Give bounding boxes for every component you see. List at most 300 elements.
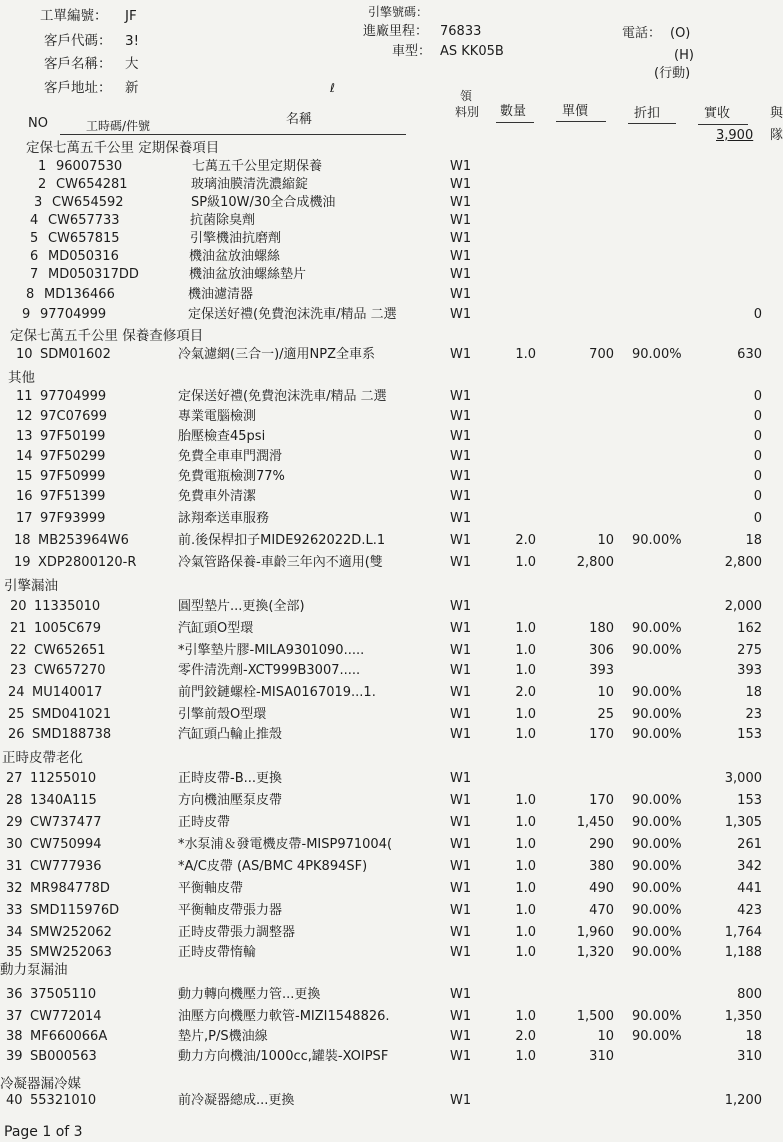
row-qty: 1.0 [515,663,536,678]
row-discount: 90.00% [632,925,682,940]
row-name: 前.後保桿扣子MIDE9262022D.L.1 [178,533,386,548]
row-code: SMW252062 [30,925,112,940]
row-code: 1005C679 [34,621,101,636]
row-name: 機油盆放油螺絲墊片 [189,267,307,282]
row-name: 冷氣管路保養-車齡三年內不適用(雙 [178,555,383,570]
row-code: XDP2800120-R [38,555,137,570]
row-no: 32 [6,881,23,896]
row-discount: 90.00% [632,707,682,722]
row-no: 3 [34,195,43,210]
table-row [0,1048,780,1068]
row-name: 墊片,P/S機油線 [178,1029,268,1044]
row-unit-price: 25 [597,707,614,722]
table-row [0,1092,780,1112]
row-no: 34 [6,925,23,940]
row-qty: 2.0 [515,533,536,548]
row-code: CW772014 [30,1009,102,1024]
row-code: CW737477 [30,815,102,830]
row-category: W1 [450,533,472,548]
row-category: W1 [450,837,472,852]
row-unit-price: 10 [597,1029,614,1044]
row-code: MB253964W6 [38,533,129,548]
row-no: 10 [16,347,33,362]
row-no: 24 [8,685,25,700]
row-discount: 90.00% [632,727,682,742]
table-row [0,1028,780,1048]
row-no: 39 [6,1049,23,1064]
row-unit-price: 1,320 [576,945,614,960]
row-qty: 1.0 [515,727,536,742]
row-qty: 1.0 [515,643,536,658]
row-no: 29 [6,815,23,830]
row-qty: 1.0 [515,793,536,808]
row-category: W1 [450,307,472,322]
row-no: 37 [6,1009,23,1024]
row-unit-price: 490 [589,881,614,896]
row-category: W1 [450,555,472,570]
row-code: CW657815 [48,231,120,246]
row-name: 正時皮帶-B...更換 [178,771,283,786]
row-discount: 90.00% [632,533,682,548]
row-no: 19 [14,555,31,570]
row-qty: 1.0 [515,555,536,570]
row-code: 97F50299 [40,449,106,464]
row-category: W1 [450,511,472,526]
row-code: 97F50199 [40,429,106,444]
col-discount: 折扣 [634,106,661,121]
section-title: 冷凝器漏冷媒 [0,1076,81,1092]
row-qty: 2.0 [515,1029,536,1044]
table-row [0,902,780,922]
table-row [0,428,780,448]
row-no: 2 [38,177,47,192]
section-title: 定保七萬五千公里 保養查修項目 [10,328,204,344]
customer-address-label: 客戶地址： [44,80,112,96]
row-amount: 1,350 [724,1009,762,1024]
row-code: 97F50999 [40,469,106,484]
row-category: W1 [450,859,472,874]
row-category: W1 [450,389,472,404]
row-amount: 0 [753,449,762,464]
table-row [0,726,780,746]
row-qty: 1.0 [515,837,536,852]
row-no: 1 [38,159,47,174]
row-category: W1 [450,599,472,614]
row-unit-price: 1,450 [576,815,614,830]
row-name: 機油濾清器 [188,287,254,302]
row-no: 23 [10,663,27,678]
table-row [0,306,780,326]
row-code: CW750994 [30,837,102,852]
row-name: 抗菌除臭劑 [190,213,256,228]
row-amount: 18 [745,1029,762,1044]
table-row [0,814,780,834]
row-no: 14 [16,449,33,464]
row-code: SMD188738 [32,727,112,742]
row-amount: 0 [753,469,762,484]
customer-code-label: 客戶代碼： [44,33,112,49]
row-discount: 90.00% [632,621,682,636]
row-discount: 90.00% [632,881,682,896]
row-code: 55321010 [30,1093,97,1108]
row-no: 31 [6,859,23,874]
row-amount: 18 [745,685,762,700]
row-name: 汽缸頭O型環 [178,621,254,636]
row-amount: 2,800 [724,555,762,570]
row-unit-price: 310 [589,1049,614,1064]
row-amount: 0 [753,307,762,322]
row-category: W1 [450,707,472,722]
row-discount: 90.00% [632,347,682,362]
row-category: W1 [450,429,472,444]
row-category: W1 [450,771,472,786]
row-name: 正時皮帶張力調整器 [178,925,296,940]
page-indicator: Page 1 of 3 [4,1124,83,1140]
row-category: W1 [450,815,472,830]
row-no: 26 [8,727,25,742]
section-title: 正時皮帶老化 [2,750,83,766]
row-name: 引擎機油抗磨劑 [190,231,282,246]
customer-address-value: 新 [125,80,139,96]
row-no: 22 [10,643,27,658]
row-no: 13 [16,429,33,444]
row-amount: 423 [737,903,762,918]
col-amount: 實收 [704,106,731,121]
row-name: 前門鉸鏈螺栓-MISA0167019...1. [178,685,376,700]
row-amount: 1,764 [724,925,762,940]
row-code: MR984778D [30,881,110,896]
table-row [0,598,780,618]
row-category: W1 [450,159,472,174]
mileage-value: 76833 [440,24,482,39]
row-category: W1 [450,1093,472,1108]
row-unit-price: 380 [589,859,614,874]
table-row [0,448,780,468]
row-qty: 1.0 [515,945,536,960]
row-category: W1 [450,231,472,246]
row-amount: 162 [737,621,762,636]
table-row [0,662,780,682]
col-name: 名稱 [286,112,313,127]
work-order-value: JF [125,8,137,24]
table-row [0,986,780,1006]
row-qty: 1.0 [515,815,536,830]
model-label: 車型： [392,44,432,59]
table-row [0,230,780,250]
row-name: 免費車外清潔 [178,489,257,504]
row-unit-price: 470 [589,903,614,918]
table-row [0,642,780,662]
row-category: W1 [450,249,472,264]
row-category: W1 [450,267,472,282]
row-category: W1 [450,945,472,960]
row-amount: 310 [737,1049,762,1064]
row-unit-price: 1,960 [576,925,614,940]
discount-underline [628,123,676,124]
row-code: CW657270 [34,663,106,678]
row-code: 97704999 [40,389,107,404]
row-no: 40 [6,1093,23,1108]
row-discount: 90.00% [632,1009,682,1024]
row-amount: 0 [753,511,762,526]
row-discount: 90.00% [632,643,682,658]
row-unit-price: 10 [597,685,614,700]
row-qty: 1.0 [515,621,536,636]
row-name: 零件清洗劑-XCT999B3007..... [178,663,361,678]
row-category: W1 [450,177,472,192]
row-amount: 3,000 [724,771,762,786]
row-qty: 1.0 [515,925,536,940]
row-no: 18 [14,533,31,548]
row-name: 機油盆放油螺絲 [189,249,281,264]
row-name: 專業電腦檢測 [178,409,257,424]
row-no: 21 [10,621,27,636]
phone-label: 電話： [622,26,662,41]
row-no: 6 [30,249,39,264]
customer-name-label: 客戶名稱： [44,56,112,72]
row-code: MD050317DD [48,267,139,282]
row-category: W1 [450,685,472,700]
engine-no-label: 引擎號碼： [368,5,429,19]
table-row [0,286,780,306]
row-code: MD050316 [48,249,119,264]
row-code: 11335010 [34,599,101,614]
row-code: CW654592 [52,195,124,210]
row-no: 17 [16,511,33,526]
col-code: 工時碼/件號 [86,119,151,133]
row-no: 15 [16,469,33,484]
row-unit-price: 180 [589,621,614,636]
row-category: W1 [450,347,472,362]
row-code: 97C07699 [40,409,107,424]
row-code: 37505110 [30,987,97,1002]
row-category: W1 [450,621,472,636]
row-no: 9 [22,307,31,322]
row-code: SMW252063 [30,945,112,960]
first-section-extra: 隊 [770,128,783,143]
row-code: CW777936 [30,859,102,874]
table-row [0,266,780,286]
table-row [0,880,780,900]
row-name: 免費電瓶檢測77% [178,469,285,484]
header-underline [60,134,406,135]
row-code: 11255010 [30,771,97,786]
row-code: MF660066A [30,1029,108,1044]
section-title: 動力泵漏油 [0,962,68,978]
row-category: W1 [450,727,472,742]
row-category: W1 [450,449,472,464]
col-unit-price: 單價 [562,104,589,119]
table-row [0,836,780,856]
row-qty: 1.0 [515,859,536,874]
row-name: 前冷凝器總成...更換 [178,1093,295,1108]
row-no: 27 [6,771,23,786]
table-row [0,176,780,196]
row-code: CW654281 [56,177,128,192]
row-name: 免費全車車門潤滑 [178,449,283,464]
row-name: 平衡軸皮帶 [178,881,244,896]
row-discount: 90.00% [632,685,682,700]
row-name: 動力轉向機壓力管...更換 [178,987,321,1002]
row-qty: 1.0 [515,1049,536,1064]
row-unit-price: 393 [589,663,614,678]
row-no: 16 [16,489,33,504]
row-amount: 153 [737,793,762,808]
row-unit-price: 700 [589,347,614,362]
amount-underline [698,124,748,125]
row-no: 35 [6,945,23,960]
row-category: W1 [450,643,472,658]
table-row [0,684,780,704]
row-amount: 0 [753,429,762,444]
row-unit-price: 2,800 [576,555,614,570]
mileage-label: 進廠里程： [363,24,429,39]
row-category: W1 [450,1009,472,1024]
row-no: 28 [6,793,23,808]
row-qty: 1.0 [515,881,536,896]
row-name: 方向機油壓泵皮帶 [178,793,283,808]
row-no: 36 [6,987,23,1002]
row-name: 定保送好禮(免費泡沫洗車/精品 二選 [188,307,397,322]
row-amount: 0 [753,389,762,404]
row-category: W1 [450,903,472,918]
row-name: 引擎前殼O型環 [178,707,267,722]
table-row [0,488,780,508]
row-name: 正時皮帶 [178,815,231,830]
row-category: W1 [450,195,472,210]
table-row [0,706,780,726]
row-no: 4 [30,213,39,228]
row-unit-price: 10 [597,533,614,548]
row-code: 96007530 [56,159,123,174]
phone-mobile: (行動) [654,66,691,81]
row-name: *水泵浦＆發電機皮帶-MISP971004( [178,837,393,852]
row-amount: 275 [737,643,762,658]
row-no: 12 [16,409,33,424]
row-no: 11 [16,389,33,404]
col-category: 料別 [455,105,480,119]
row-no: 38 [6,1029,23,1044]
row-amount: 2,000 [724,599,762,614]
row-amount: 153 [737,727,762,742]
row-category: W1 [450,1029,472,1044]
row-qty: 1.0 [515,1009,536,1024]
customer-name-value: 大 [125,56,139,72]
row-unit-price: 170 [589,793,614,808]
row-name: 定保送好禮(免費泡沫洗車/精品 二選 [178,389,387,404]
row-discount: 90.00% [632,859,682,874]
row-category: W1 [450,1049,472,1064]
row-name: 七萬五千公里定期保養 [192,159,323,174]
row-name: 玻璃油膜清洗濃縮錠 [191,177,309,192]
row-code: SMD041021 [32,707,112,722]
row-category: W1 [450,987,472,1002]
row-discount: 90.00% [632,793,682,808]
row-name: 油壓方向機壓力軟管-MIZI1548826. [178,1009,390,1024]
row-code: MU140017 [32,685,103,700]
table-row [0,388,780,408]
row-category: W1 [450,881,472,896]
row-code: CW652651 [34,643,106,658]
row-amount: 0 [753,489,762,504]
col-category-line1: 領 [460,89,473,103]
row-unit-price: 306 [589,643,614,658]
row-code: SDM01602 [40,347,111,362]
table-row [0,248,780,268]
row-unit-price: 1,500 [576,1009,614,1024]
row-code: 1340A115 [30,793,97,808]
row-code: SMD115976D [30,903,120,918]
section-title: 定保七萬五千公里 定期保養項目 [26,140,220,156]
row-category: W1 [450,793,472,808]
row-no: 7 [30,267,39,282]
row-amount: 1,305 [724,815,762,830]
row-amount: 630 [737,347,762,362]
row-no: 33 [6,903,23,918]
section-title: 引擎漏油 [4,578,58,594]
row-amount: 261 [737,837,762,852]
table-row [0,212,780,232]
first-section-total: 3,900 [716,128,754,143]
row-amount: 393 [737,663,762,678]
row-name: 平衡軸皮帶張力器 [178,903,283,918]
row-name: 汽缸頭凸輪止推殼 [178,727,283,742]
col-extra: 與 [770,106,783,121]
row-amount: 800 [737,987,762,1002]
row-category: W1 [450,469,472,484]
phone-home: (H) [674,48,694,63]
row-code: SB000563 [30,1049,97,1064]
row-unit-price: 290 [589,837,614,852]
row-category: W1 [450,489,472,504]
row-code: 97F51399 [40,489,106,504]
work-order-label: 工單編號： [40,8,108,24]
row-no: 8 [26,287,35,302]
row-code: 97704999 [40,307,107,322]
row-discount: 90.00% [632,815,682,830]
col-no: NO [28,116,48,131]
row-amount: 1,188 [724,945,762,960]
table-row [0,532,780,552]
row-name: 圓型墊片...更換(全部) [178,599,305,614]
table-row [0,944,780,964]
customer-code-value: 3! [125,33,140,49]
row-no: 30 [6,837,23,852]
col-qty: 數量 [500,104,527,119]
table-row [0,554,780,574]
row-amount: 342 [737,859,762,874]
phone-office: (O) [670,26,691,41]
row-qty: 1.0 [515,347,536,362]
row-discount: 90.00% [632,837,682,852]
table-row [0,346,780,366]
table-row [0,194,780,214]
row-amount: 441 [737,881,762,896]
row-amount: 23 [745,707,762,722]
row-amount: 1,200 [724,1093,762,1108]
row-category: W1 [450,287,472,302]
row-qty: 1.0 [515,707,536,722]
row-name: 詠翔牽送車服務 [178,511,270,526]
table-row [0,770,780,790]
row-name: 正時皮帶惰輪 [178,945,257,960]
table-row [0,158,780,178]
row-category: W1 [450,213,472,228]
table-row [0,792,780,812]
row-qty: 1.0 [515,903,536,918]
row-name: 冷氣濾網(三合一)/適用NPZ全車系 [178,347,375,362]
row-name: *引擎墊片膠-MILA9301090..... [178,643,365,658]
